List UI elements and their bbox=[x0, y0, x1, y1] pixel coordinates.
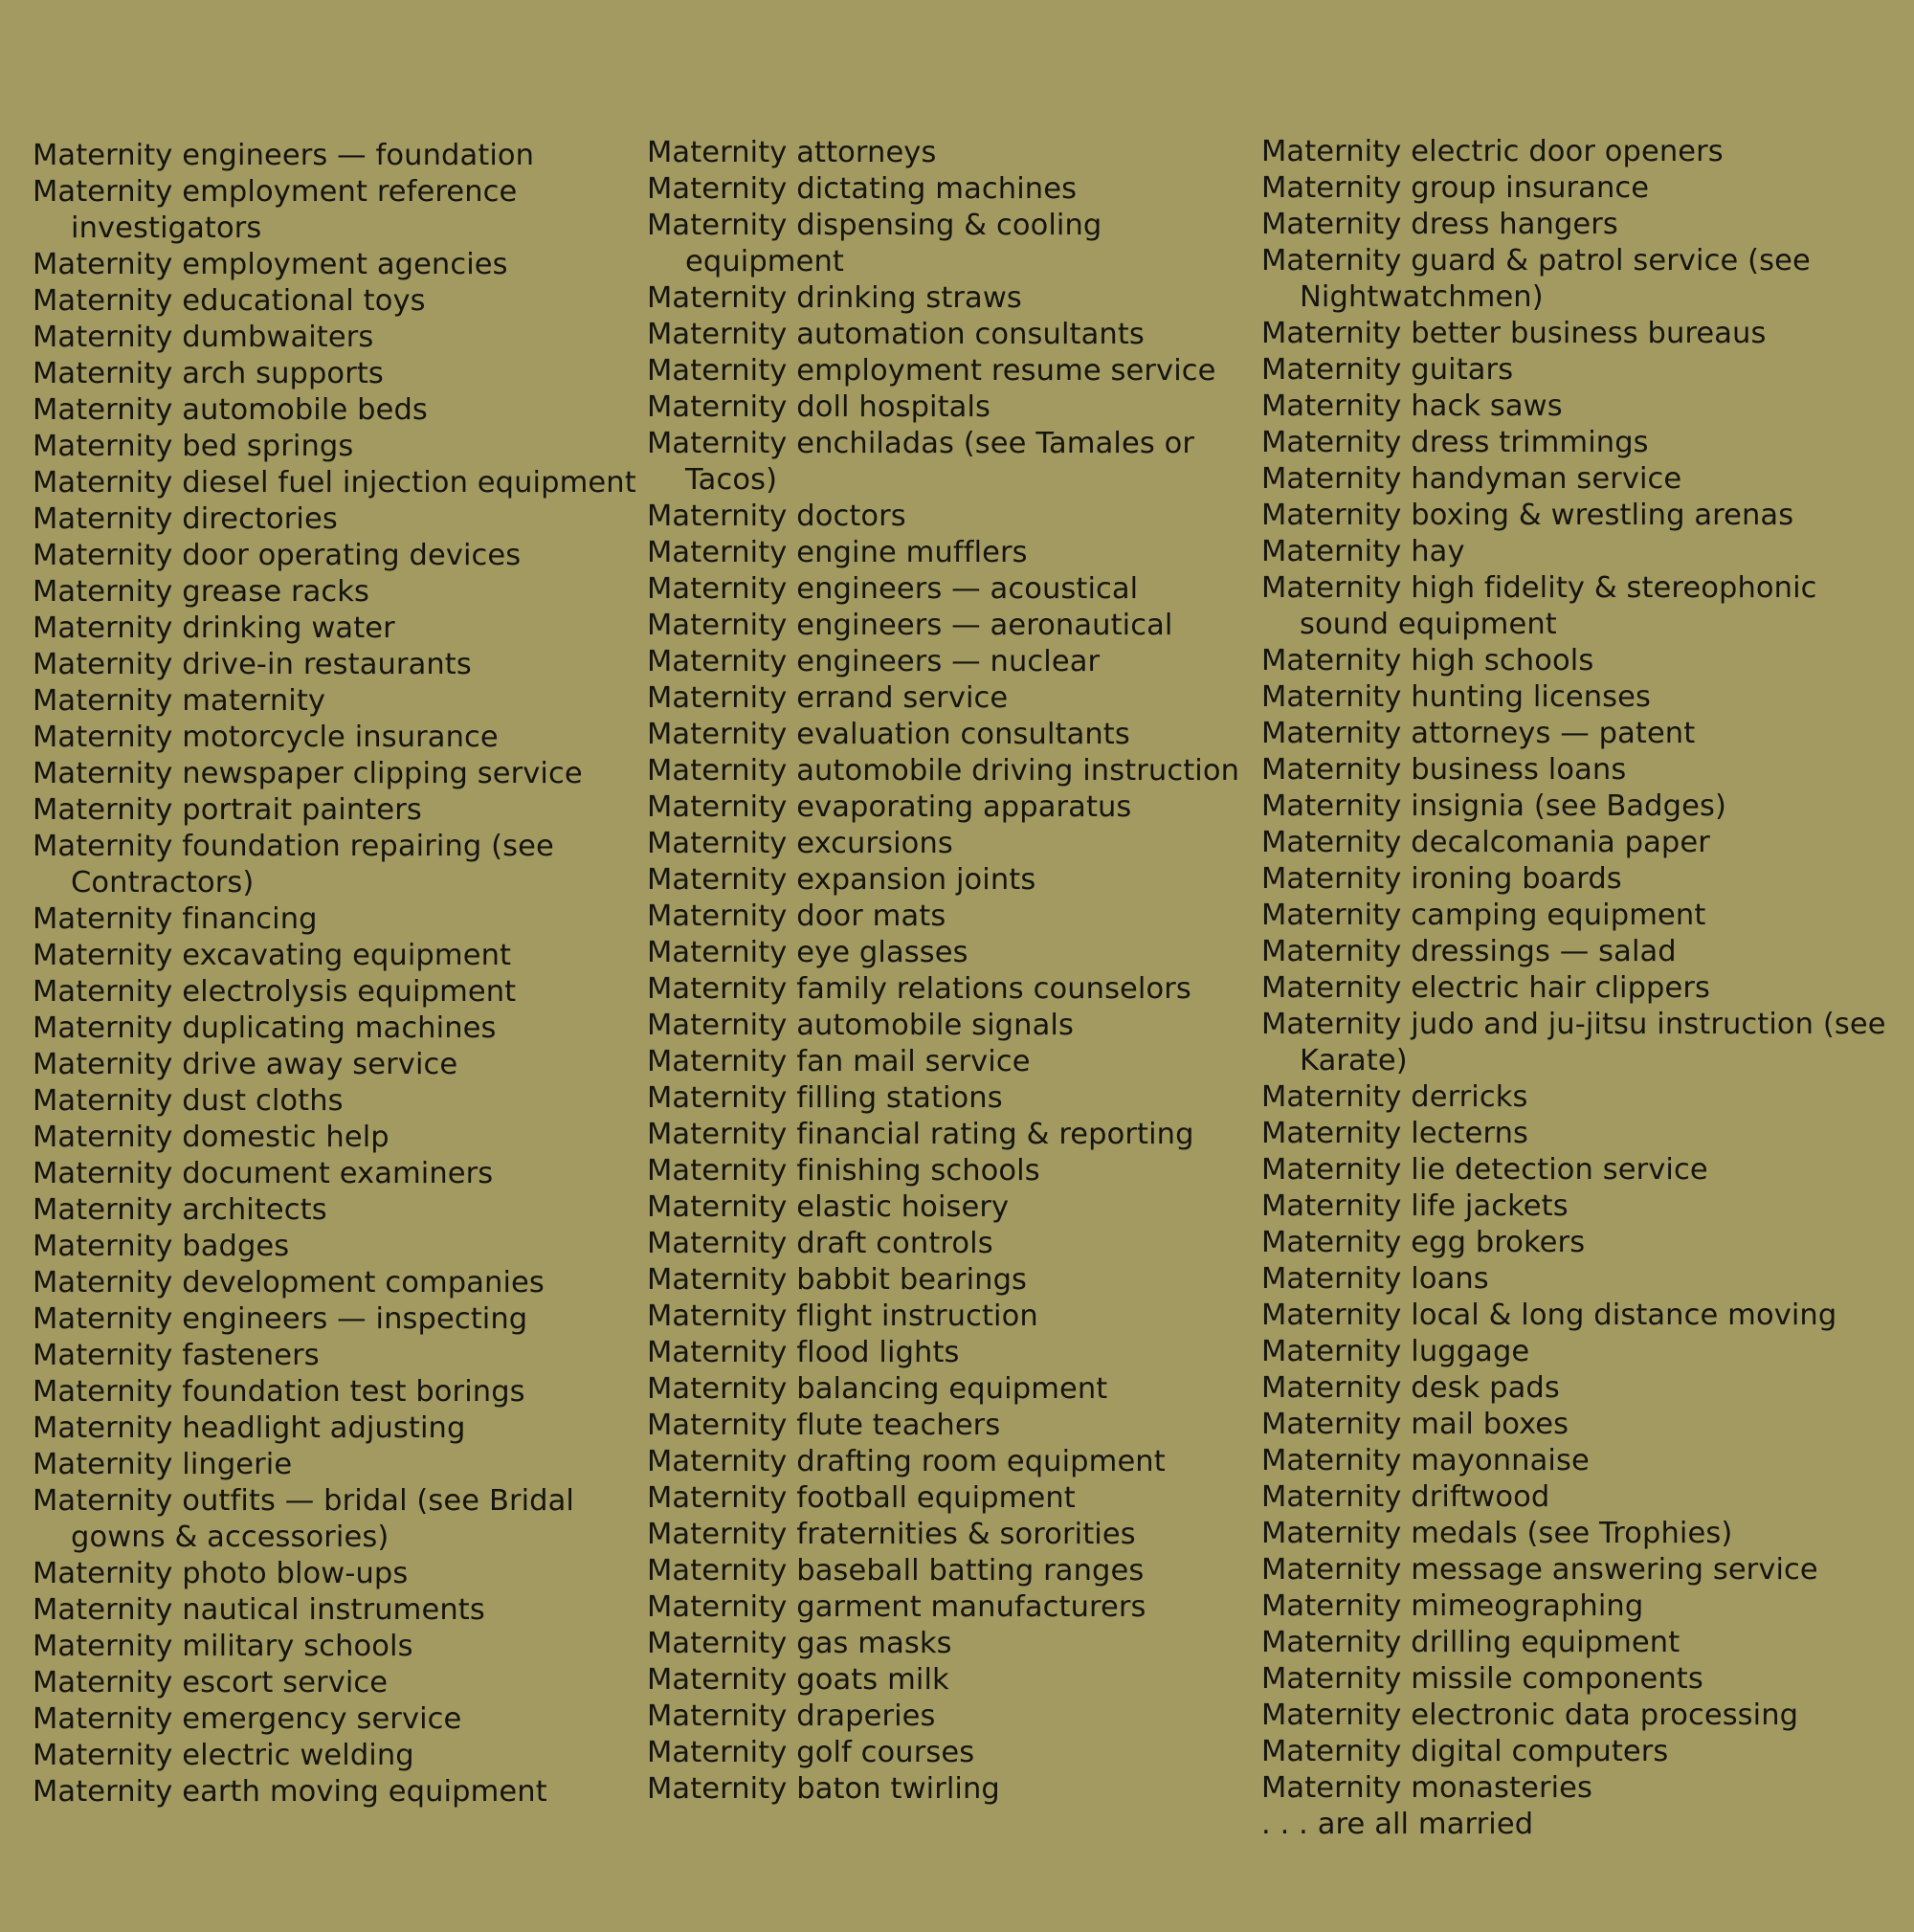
list-item: Maternity newspaper clipping service bbox=[33, 757, 583, 790]
list-item: Maternity directories bbox=[33, 502, 338, 536]
list-item: Maternity enchiladas (see Tamales or Tacos) bbox=[647, 427, 1195, 497]
list-item: Maternity portrait painters bbox=[33, 793, 422, 827]
list-item: Maternity dressings — salad bbox=[1261, 935, 1677, 968]
list-item: Maternity family relations counselors bbox=[647, 972, 1191, 1006]
list-item: Maternity foundation test borings bbox=[33, 1375, 525, 1409]
list-item: Maternity dust cloths bbox=[33, 1084, 344, 1118]
list-item: Maternity photo blow-ups bbox=[33, 1557, 409, 1590]
list-column-1 bbox=[33, 138, 645, 1810]
list-item: Maternity finishing schools bbox=[647, 1154, 1040, 1188]
list-item: Maternity domestic help bbox=[33, 1121, 389, 1154]
list-item: Maternity high schools bbox=[1261, 644, 1594, 677]
list-item: Maternity electric door openers bbox=[1261, 135, 1724, 168]
list-item: Maternity dictating machines bbox=[647, 172, 1078, 206]
list-item: Maternity engine mufflers bbox=[647, 536, 1028, 569]
list-item: Maternity automobile signals bbox=[647, 1009, 1074, 1042]
list-item: Maternity football equipment bbox=[647, 1481, 1076, 1515]
list-item: Maternity local & long distance moving bbox=[1261, 1299, 1837, 1332]
list-item: Maternity automobile beds bbox=[33, 393, 428, 427]
list-item: Maternity flute teachers bbox=[647, 1409, 1001, 1442]
list-item: Maternity door mats bbox=[647, 899, 946, 933]
list-item: Maternity mail boxes bbox=[1261, 1408, 1569, 1441]
list-item: Maternity motorcycle insurance bbox=[33, 721, 499, 754]
list-item: Maternity hay bbox=[1261, 535, 1465, 568]
list-item: Maternity escort service bbox=[33, 1666, 389, 1699]
list-item: Maternity employment resume service bbox=[647, 354, 1216, 388]
list-item: Maternity drive-in restaurants bbox=[33, 648, 472, 681]
list-item: Maternity flight instruction bbox=[647, 1299, 1038, 1333]
list-item: . . . are all married bbox=[1261, 1808, 1534, 1841]
list-item: Maternity attorneys — patent bbox=[1261, 717, 1696, 750]
list-item: Maternity electric welding bbox=[33, 1739, 414, 1772]
list-item: Maternity hack saws bbox=[1261, 389, 1563, 423]
list-item: Maternity life jackets bbox=[1261, 1189, 1569, 1223]
list-item: Maternity mimeographing bbox=[1261, 1589, 1644, 1623]
list-item: Maternity automobile driving instruction bbox=[647, 754, 1240, 788]
list-item: Maternity door operating devices bbox=[33, 539, 522, 572]
list-item: Maternity guard & patrol service (see Nightwatchmen) bbox=[1261, 244, 1811, 314]
list-item: Maternity electrolysis equipment bbox=[33, 975, 517, 1009]
list-item: Maternity headlight adjusting bbox=[33, 1411, 466, 1445]
list-item: Maternity employment agencies bbox=[33, 248, 508, 281]
list-item: Maternity eye glasses bbox=[647, 936, 968, 969]
list-item: Maternity camping equipment bbox=[1261, 899, 1706, 932]
list-item: Maternity egg brokers bbox=[1261, 1226, 1586, 1259]
list-item: Maternity engineers — foundation bbox=[33, 139, 535, 172]
list-item: Maternity golf courses bbox=[647, 1736, 975, 1769]
list-item: Maternity medals (see Trophies) bbox=[1261, 1517, 1733, 1550]
list-item: Maternity nautical instruments bbox=[33, 1593, 485, 1627]
list-item: Maternity dress hangers bbox=[1261, 208, 1618, 241]
list-item: Maternity engineers — acoustical bbox=[647, 572, 1139, 606]
list-item: Maternity decalcomania paper bbox=[1261, 826, 1710, 859]
list-item: Maternity doctors bbox=[647, 500, 906, 533]
list-item: Maternity group insurance bbox=[1261, 171, 1650, 205]
list-item: Maternity expansion joints bbox=[647, 863, 1036, 897]
list-item: Maternity engineers — inspecting bbox=[33, 1302, 528, 1336]
list-item: Maternity garment manufacturers bbox=[647, 1590, 1146, 1624]
list-item: Maternity baseball batting ranges bbox=[647, 1554, 1145, 1588]
list-item: Maternity electronic data processing bbox=[1261, 1699, 1799, 1732]
list-item: Maternity digital computers bbox=[1261, 1735, 1669, 1768]
list-item: Maternity evaluation consultants bbox=[647, 718, 1130, 751]
list-item: Maternity balancing equipment bbox=[647, 1372, 1108, 1406]
list-item: Maternity drilling equipment bbox=[1261, 1626, 1680, 1659]
list-item: Maternity evaporating apparatus bbox=[647, 790, 1132, 824]
list-item: Maternity judo and ju-jitsu instruction (see Karate) bbox=[1261, 1008, 1886, 1077]
list-item: Maternity high fidelity & stereophonic sound equipment bbox=[1261, 571, 1817, 641]
list-item: Maternity lingerie bbox=[33, 1448, 293, 1481]
list-item: Maternity hunting licenses bbox=[1261, 680, 1652, 714]
list-item: Maternity maternity bbox=[33, 684, 326, 718]
list-item: Maternity emergency service bbox=[33, 1702, 462, 1736]
list-item: Maternity elastic hoisery bbox=[647, 1190, 1010, 1224]
list-item: Maternity guitars bbox=[1261, 353, 1514, 387]
list-item: Maternity financial rating & reporting bbox=[647, 1118, 1194, 1151]
list-item: Maternity educational toys bbox=[33, 284, 426, 318]
list-item: Maternity driftwood bbox=[1261, 1480, 1550, 1514]
list-item: Maternity badges bbox=[33, 1230, 290, 1263]
list-item: Maternity luggage bbox=[1261, 1335, 1530, 1368]
list-item: Maternity business loans bbox=[1261, 753, 1627, 787]
list-item: Maternity handyman service bbox=[1261, 462, 1682, 496]
list-item: Maternity mayonnaise bbox=[1261, 1444, 1590, 1477]
list-item: Maternity attorneys bbox=[647, 136, 937, 169]
list-item: Maternity babbit bearings bbox=[647, 1263, 1028, 1297]
list-item: Maternity engineers — aeronautical bbox=[647, 609, 1173, 642]
list-item: Maternity automation consultants bbox=[647, 318, 1145, 351]
list-item: Maternity military schools bbox=[33, 1630, 413, 1663]
list-item: Maternity fraternities & sororities bbox=[647, 1518, 1136, 1551]
list-item: Maternity dispensing & cooling equipment bbox=[647, 209, 1102, 278]
list-item: Maternity excavating equipment bbox=[33, 939, 512, 972]
list-item: Maternity dress trimmings bbox=[1261, 426, 1649, 459]
list-item: Maternity development companies bbox=[33, 1266, 545, 1299]
list-item: Maternity draperies bbox=[647, 1699, 936, 1733]
list-item: Maternity fasteners bbox=[33, 1339, 320, 1372]
list-column-3 bbox=[1261, 134, 1903, 1843]
list-item: Maternity insignia (see Badges) bbox=[1261, 789, 1726, 823]
list-item: Maternity better business bureaus bbox=[1261, 317, 1767, 350]
list-item: Maternity earth moving equipment bbox=[33, 1775, 547, 1809]
list-item: Maternity drinking straws bbox=[647, 281, 1022, 315]
list-item: Maternity drinking water bbox=[33, 611, 395, 645]
list-item: Maternity drive away service bbox=[33, 1048, 458, 1081]
list-item: Maternity derricks bbox=[1261, 1080, 1528, 1114]
list-item: Maternity draft controls bbox=[647, 1227, 993, 1260]
list-item: Maternity boxing & wrestling arenas bbox=[1261, 499, 1794, 532]
list-item: Maternity excursions bbox=[647, 827, 953, 860]
list-item: Maternity goats milk bbox=[647, 1663, 949, 1697]
list-item: Maternity errand service bbox=[647, 681, 1009, 715]
list-item: Maternity electric hair clippers bbox=[1261, 971, 1711, 1005]
list-item: Maternity arch supports bbox=[33, 357, 384, 390]
list-item: Maternity message answering service bbox=[1261, 1553, 1818, 1587]
list-item: Maternity fan mail service bbox=[647, 1045, 1031, 1078]
list-column-2 bbox=[647, 135, 1259, 1808]
list-item: Maternity outfits — bridal (see Bridal gowns & accessories) bbox=[33, 1484, 575, 1554]
list-item: Maternity diesel fuel injection equipment bbox=[33, 466, 636, 500]
list-item: Maternity missile components bbox=[1261, 1662, 1703, 1696]
list-item: Maternity lecterns bbox=[1261, 1117, 1528, 1150]
list-item: Maternity monasteries bbox=[1261, 1771, 1593, 1805]
list-item: Maternity employment reference investigators bbox=[33, 175, 518, 245]
list-item: Maternity flood lights bbox=[647, 1336, 960, 1369]
list-item: Maternity baton twirling bbox=[647, 1772, 1000, 1806]
list-item: Maternity gas masks bbox=[647, 1627, 952, 1660]
list-item: Maternity dumbwaiters bbox=[33, 321, 374, 354]
list-item: Maternity engineers — nuclear bbox=[647, 645, 1101, 678]
list-item: Maternity desk pads bbox=[1261, 1371, 1560, 1405]
list-item: Maternity doll hospitals bbox=[647, 390, 991, 424]
list-item: Maternity duplicating machines bbox=[33, 1011, 497, 1045]
list-item: Maternity ironing boards bbox=[1261, 862, 1622, 896]
list-item: Maternity lie detection service bbox=[1261, 1153, 1708, 1187]
list-item: Maternity financing bbox=[33, 902, 318, 936]
list-item: Maternity grease racks bbox=[33, 575, 370, 609]
list-item: Maternity document examiners bbox=[33, 1157, 494, 1190]
list-item: Maternity architects bbox=[33, 1193, 327, 1227]
list-item: Maternity filling stations bbox=[647, 1081, 1003, 1115]
list-item: Maternity drafting room equipment bbox=[647, 1445, 1166, 1478]
list-item: Maternity foundation repairing (see Contractors) bbox=[33, 830, 554, 899]
list-item: Maternity loans bbox=[1261, 1262, 1489, 1296]
list-item: Maternity bed springs bbox=[33, 430, 354, 463]
